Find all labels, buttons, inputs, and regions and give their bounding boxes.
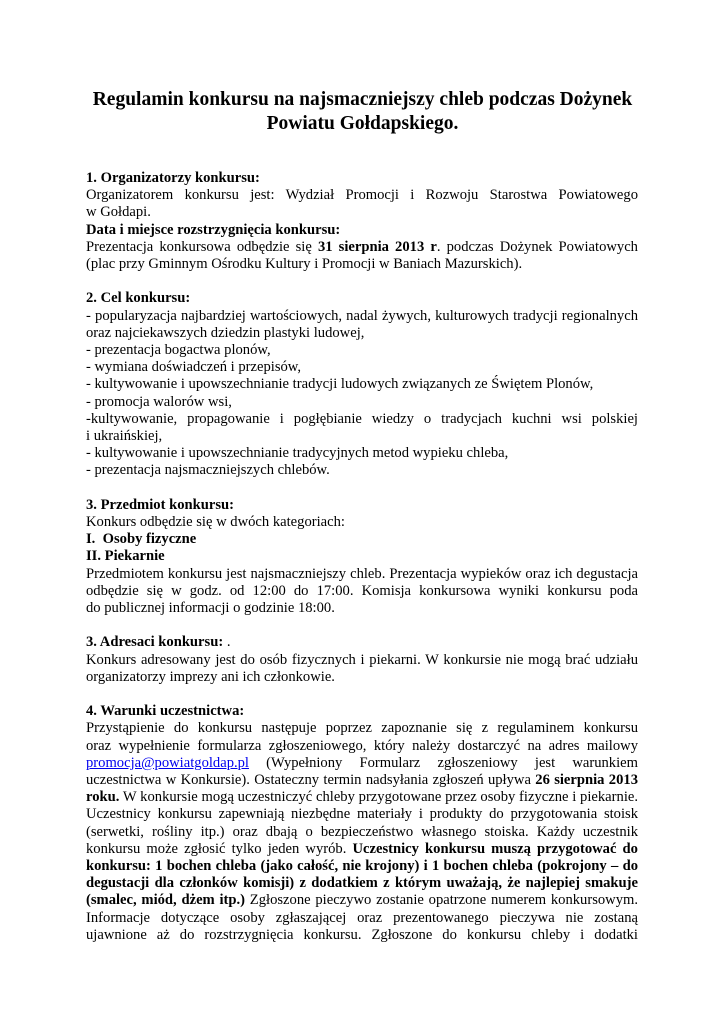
list-item: - wymiana doświadczeń i przepisów, <box>86 359 302 376</box>
paragraph-line: Przedmiotem konkursu jest najsmaczniejszy chleb. Prezentacja wypieków oraz ich degustacja <box>86 565 638 582</box>
section-heading-line <box>86 634 638 651</box>
paragraph-line: do publicznej informacji o godzinie 18:00. <box>86 600 335 617</box>
paragraph-line: ujawnione aż do rozstrzygnięcia konkursu. Zgłoszone do konkursu chleby i dodatki <box>86 926 638 943</box>
paragraph-line: Uczestnicy konkursu zapewniają niezbędne materiały i produkty do przygotowania stoisk <box>86 806 638 823</box>
category-item: II. Piekarnie <box>86 548 165 565</box>
text-run-bold: (smalec, miód, dżem itp.) <box>86 892 246 909</box>
text-run: Zgłoszone pieczywo zostanie opatrzone numerem konkursowym. <box>245 892 639 909</box>
email-link[interactable]: promocja@powiatgoldap.pl <box>86 754 249 771</box>
text-run: W konkursie mogą uczestniczyć chleby przygotowane przez osoby fizyczne i piekarnie. <box>119 789 638 806</box>
list-item: - promocja walorów wsi, <box>86 393 232 410</box>
list-item: - prezentacja najsmaczniejszych chlebów. <box>86 462 330 479</box>
section-heading: 4. Warunki uczestnictwa: <box>86 703 245 720</box>
event-date: 31 sierpnia 2013 r <box>317 238 437 255</box>
paragraph-line <box>86 772 638 789</box>
paragraph-line: (plac przy Gminnym Ośrodku Kultury i Promocji w Baniach Mazurskich). <box>86 256 523 273</box>
text-run-bold: Uczestnicy konkursu muszą przygotować do <box>352 840 638 857</box>
list-item: i ukraińskiej, <box>86 428 163 445</box>
paragraph-line: Przystąpienie do konkursu następuje poprzez zapoznanie się z regulaminem konkursu <box>86 720 638 737</box>
section-heading: 3. Adresaci konkursu: <box>86 634 224 651</box>
subsection-heading: Data i miejsce rozstrzygnięcia konkursu: <box>86 221 341 238</box>
list-item: - popularyzacja najbardziej wartościowych, nadal żywych, kulturowych tradycji regionalnych <box>86 307 638 324</box>
paragraph-line: (serwetki, rośliny itp.) oraz dbają o bezpieczeństwo własnego stoiska. Każdy uczestnik <box>86 823 638 840</box>
section-addressees <box>86 634 638 686</box>
paragraph-line: Konkurs odbędzie się w dwóch kategoriach: <box>86 514 345 531</box>
list-item: - kultywowanie i upowszechnianie tradycyjnych metod wypieku chleba, <box>86 445 509 462</box>
paragraph-line: Organizatorem konkursu jest: Wydział Promocji i Rozwoju Starostwa Powiatowego <box>86 187 638 204</box>
section-heading: 1. Organizatorzy konkursu: <box>86 170 260 186</box>
paragraph-line: Informacje dotyczące osoby zgłaszającej oraz prezentowanego pieczywa nie zostaną <box>86 909 638 926</box>
list-item: oraz najciekawszych dziedzin plastyki ludowej, <box>86 324 365 341</box>
section-goals <box>86 290 638 479</box>
paragraph-line: degustacji dla członków komisji) z dodatkiem z którym uważają, że najlepiej smakuje <box>86 875 638 892</box>
text-run: konkursu może zgłosić tylko jeden wyrób. <box>86 840 353 857</box>
paragraph-line <box>86 841 638 858</box>
paragraph-line: w Gołdapi. <box>86 204 151 221</box>
paragraph-line: konkursu: 1 bochen chleba (jako całość, nie krojony) i 1 bochen chleba (pokrojony – do <box>86 858 638 875</box>
section-heading: 2. Cel konkursu: <box>86 290 191 307</box>
section-heading: 3. Przedmiot konkursu: <box>86 496 234 513</box>
text-run: . <box>223 634 231 651</box>
title-line-1: Regulamin konkursu na najsmaczniejszy chleb podczas Dożynek <box>92 89 633 110</box>
paragraph-line: Konkurs adresowany jest do osób fizycznych i piekarni. W konkursie nie mogą brać udziału <box>86 651 638 668</box>
deadline-date: 26 sierpnia 2013 <box>535 772 638 789</box>
document-body <box>86 170 638 944</box>
section-conditions <box>86 703 638 944</box>
paragraph-line <box>86 892 638 909</box>
text-run: . podczas Dożynek Powiatowych <box>436 238 638 255</box>
text-run-bold: roku. <box>86 789 120 806</box>
section-subject <box>86 497 638 617</box>
paragraph-line: oraz wypełnienie formularza zgłoszeniowego, który należy dostarczyć na adres mailowy <box>86 737 638 754</box>
section-organizers <box>86 170 638 273</box>
category-item: I. Osoby fizyczne <box>86 531 197 548</box>
text-run: (Wypełniony Formularz zgłoszeniowy jest warunkiem <box>249 754 638 771</box>
text-run: Prezentacja konkursowa odbędzie się <box>86 238 318 255</box>
list-item: - prezentacja bogactwa plonów, <box>86 342 271 359</box>
paragraph-line <box>86 789 638 806</box>
paragraph-line: odbędzie się w godz. od 12:00 do 17:00. Komisja konkursowa wyniki konkursu poda <box>86 582 638 599</box>
list-item: -kultywowanie, propagowanie i pogłębianie wiedzy o tradycjach kuchni wsi polskiej <box>86 410 638 427</box>
paragraph-line: organizatorzy imprezy ani ich członkowie. <box>86 668 335 685</box>
paragraph-line <box>86 239 638 256</box>
text-run: uczestnictwa w Konkursie). Ostateczny termin nadsyłania zgłoszeń upływa <box>86 772 536 789</box>
document-title <box>60 88 665 136</box>
list-item: - kultywowanie i upowszechnianie tradycji ludowych związanych ze Świętem Plonów, <box>86 376 594 393</box>
paragraph-line <box>86 755 638 772</box>
title-line-2: Powiatu Gołdapskiego. <box>266 113 459 134</box>
